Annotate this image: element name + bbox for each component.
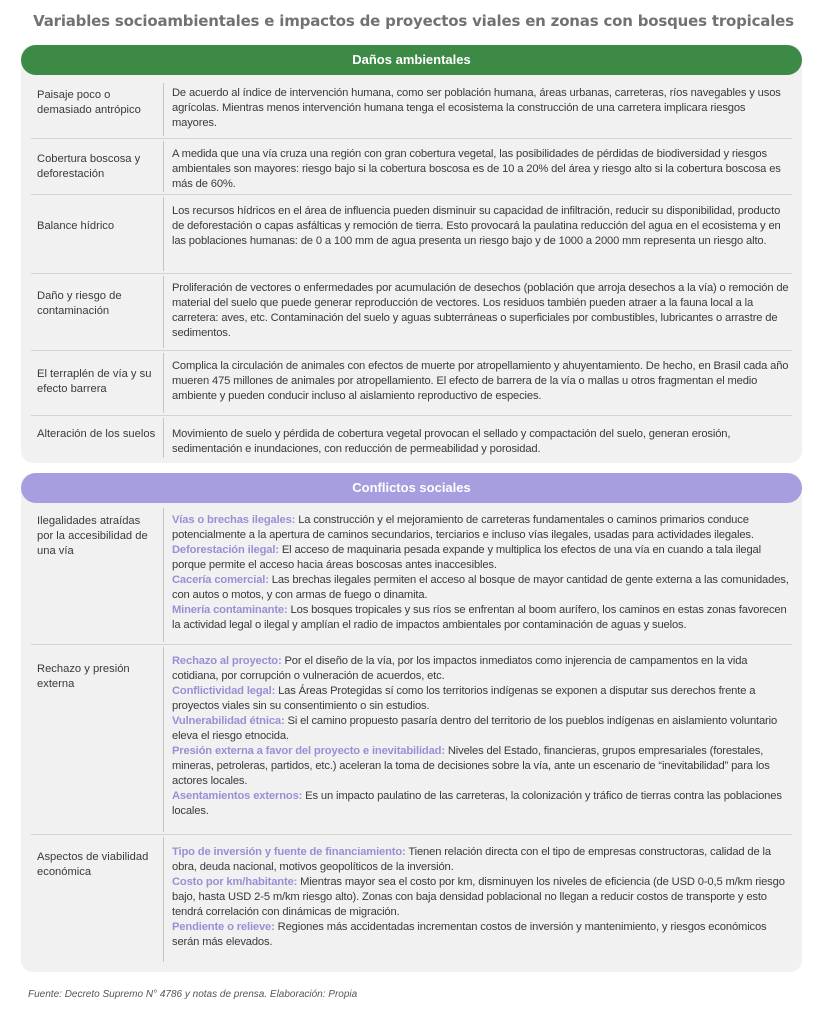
item-text: Es un impacto paulatino de las carreteras, la colonización y tráfico de tierras contra las poblaciones locales. [172, 790, 782, 817]
column-divider [163, 647, 164, 832]
row-label: Daño y riesgo de contaminación [37, 290, 122, 317]
row-description [172, 513, 792, 633]
column-divider [163, 837, 164, 962]
item-text: Niveles del Estado, financieras, grupos empresariales (forestales, mineras, petroleras, partidos, etc.) aceleran la toma de decisiones sobre la vía, ante un escenario de “inevitabilidad” para los actores locales. [172, 745, 770, 787]
list-item [172, 573, 792, 603]
column-divider [163, 141, 164, 192]
column-divider [163, 353, 164, 413]
row-description [172, 654, 792, 819]
item-text: Las brechas ilegales permiten el acceso al bosque de mayor cantidad de gente externa a las comunidades, con autos o motos, y con armas de fuego o dinamita. [172, 574, 789, 601]
row-label: Alteración de los suelos [37, 428, 156, 440]
social-conflicts-header: Conflictos sociales [21, 473, 802, 503]
page-title: Variables socioambientales e impactos de proyectos viales en zonas con bosques tropicales [33, 12, 794, 30]
row-label: Balance hídrico [37, 220, 115, 232]
list-item [172, 920, 792, 950]
list-item [172, 875, 792, 920]
social-conflicts-panel [21, 473, 802, 972]
row-description: Los recursos hídricos en el área de influencia pueden disminuir su capacidad de infiltración, reducir su disponibilidad, producto de deforestación o capas asfálticas y remoción de tierra. Esto provocará la paulatina reducción del agua en el ecosistema y en las poblaciones humanas: de 0 a 100 mm de agua presenta un riesgo bajo y de 1000 a 2000 mm representa un riesgo alto. [172, 205, 781, 247]
table-row [31, 506, 792, 645]
item-text: Mientras mayor sea el costo por km, disminuyen los niveles de eficiencia (de USD 0-0,5 m/km riesgo bajo, hasta USD 2-5 m/km riesgo alto). Zonas con baja densidad poblacional no llegan a reducir costos de transporte y esto tendrá correlación con dinámicas de migración. [172, 876, 785, 918]
table-row [31, 835, 792, 968]
environmental-damages-panel [21, 45, 802, 463]
environmental-damages-header: Daños ambientales [21, 45, 802, 75]
item-text: Las Áreas Protegidas sí como los territorios indígenas se exponen a disputar sus derechos frente a proyectos viales sin su consentimiento o sin estudios. [172, 685, 756, 712]
row-label: Cobertura boscosa y deforestación [37, 153, 141, 180]
item-term: Asentamientos externos: [172, 790, 303, 802]
list-item [172, 684, 792, 714]
item-term: Minería contaminante: [172, 604, 288, 616]
table-row [31, 139, 792, 195]
item-term: Costo por km/habitante: [172, 876, 298, 888]
row-label: Rechazo y presión externa [37, 663, 130, 690]
item-term: Presión externa a favor del proyecto e inevitabilidad: [172, 745, 445, 757]
item-text: La construcción y el mejoramiento de carreteras fundamentales o caminos primarios conduce potencialmente a la apertura de caminos secundarios, terciarios e incluso vías ilegales, usadas para actividades ilegales. [172, 514, 754, 541]
table-row [31, 274, 792, 351]
list-item [172, 603, 792, 633]
column-divider [163, 276, 164, 348]
row-label: Paisaje poco o demasiado antrópico [37, 89, 141, 116]
item-text: Por el diseño de la vía, por los impactos inmediatos como injerencia de campamentos en la vida cotidiana, por corrupción o vulneración de acuerdos, etc. [172, 655, 748, 682]
table-row [31, 351, 792, 416]
list-item [172, 654, 792, 684]
item-term: Tipo de inversión y fuente de financiamiento: [172, 846, 406, 858]
table-row [31, 645, 792, 835]
item-term: Vías o brechas ilegales: [172, 514, 296, 526]
item-text: El acceso de maquinaria pesada expande y multiplica los efectos de una vía en cuando a tala ilegal porque permite el acceso hacia áreas boscosas antes inaccesibles. [172, 544, 761, 571]
item-term: Conflictividad legal: [172, 685, 276, 697]
row-label: Ilegalidades atraídas por la accesibilidad de una vía [37, 515, 148, 557]
column-divider [163, 508, 164, 642]
list-item [172, 845, 792, 875]
row-description: Movimiento de suelo y pérdida de cobertura vegetal provocan el sellado y compactación del suelo, generan erosión, sedimentación e inundaciones, con reducción de permeabilidad y porosidad. [172, 428, 731, 455]
row-description: De acuerdo al índice de intervención humana, como ser población humana, áreas urbanas, carreteras, ríos navegables y usos agrícolas. Mientras menos intervención humana tenga el ecosistema la construcción de una carretera implicara riesgos mayores. [172, 87, 781, 129]
column-divider [163, 83, 164, 136]
list-item [172, 714, 792, 744]
list-item [172, 513, 792, 543]
item-term: Vulnerabilidad étnica: [172, 715, 285, 727]
item-term: Pendiente o relieve: [172, 921, 275, 933]
item-text: Tienen relación directa con el tipo de empresas constructoras, calidad de la obra, deuda nacional, motivos geopolíticos de la inversión. [172, 846, 771, 873]
list-item [172, 789, 792, 819]
list-item [172, 543, 792, 573]
row-description: Complica la circulación de animales con efectos de muerte por atropellamiento y ahuyentamiento. De hecho, en Brasil cada año mueren 475 millones de animales por atropellamiento. El efecto de barrera de la vía o mallas u otros fragmentan el medio ambiente y pueden conducir incluso al aislamiento reproductivo de especies. [172, 360, 789, 402]
column-divider [163, 197, 164, 271]
item-term: Rechazo al proyecto: [172, 655, 282, 667]
item-text: Regiones más accidentadas incrementan costos de inversión y mantenimiento, y riesgos económicos serán más elevados. [172, 921, 767, 948]
row-description: Proliferación de vectores o enfermedades por acumulación de desechos (población que arroja desechos a la vía) o remoción de material del suelo que puede generar reproducción de vectores. Los residuos también pueden atraer a la fauna local a la carretera: aves, etc. Contaminación del suelo y aguas subterráneas o superficiales por combustibles, lubricantes o arrastre de sedimentos. [172, 282, 789, 339]
list-item [172, 744, 792, 789]
item-text: Los bosques tropicales y sus ríos se enfrentan al boom aurífero, los caminos en estas zonas favorecen la actividad legal o ilegal y amplían el radio de impactos ambientales por contaminación de aguas y suelos. [172, 604, 787, 631]
row-description [172, 845, 792, 950]
item-term: Deforestación ilegal: [172, 544, 279, 556]
source-note: Fuente: Decreto Supremo N° 4786 y notas de prensa. Elaboración: Propia [28, 989, 358, 1000]
item-text: Si el camino propuesto pasaría dentro del territorio de los pueblos indígenas en aislamiento voluntario eleva el riesgo etnocida. [172, 715, 778, 742]
table-row [31, 81, 792, 139]
table-row [31, 195, 792, 274]
table-row [31, 416, 792, 460]
row-description: A medida que una vía cruza una región con gran cobertura vegetal, las posibilidades de pérdidas de biodiversidad y riesgos ambientales son mayores: riesgo bajo si la cobertura boscosa es de 10 a 20% del área y riesgo alto si la cobertura boscosa es más de 60%. [172, 148, 781, 190]
item-term: Cacería comercial: [172, 574, 269, 586]
row-label: El terraplén de vía y su efecto barrera [37, 368, 152, 395]
column-divider [163, 418, 164, 458]
row-label: Aspectos de viabilidad económica [37, 851, 149, 878]
